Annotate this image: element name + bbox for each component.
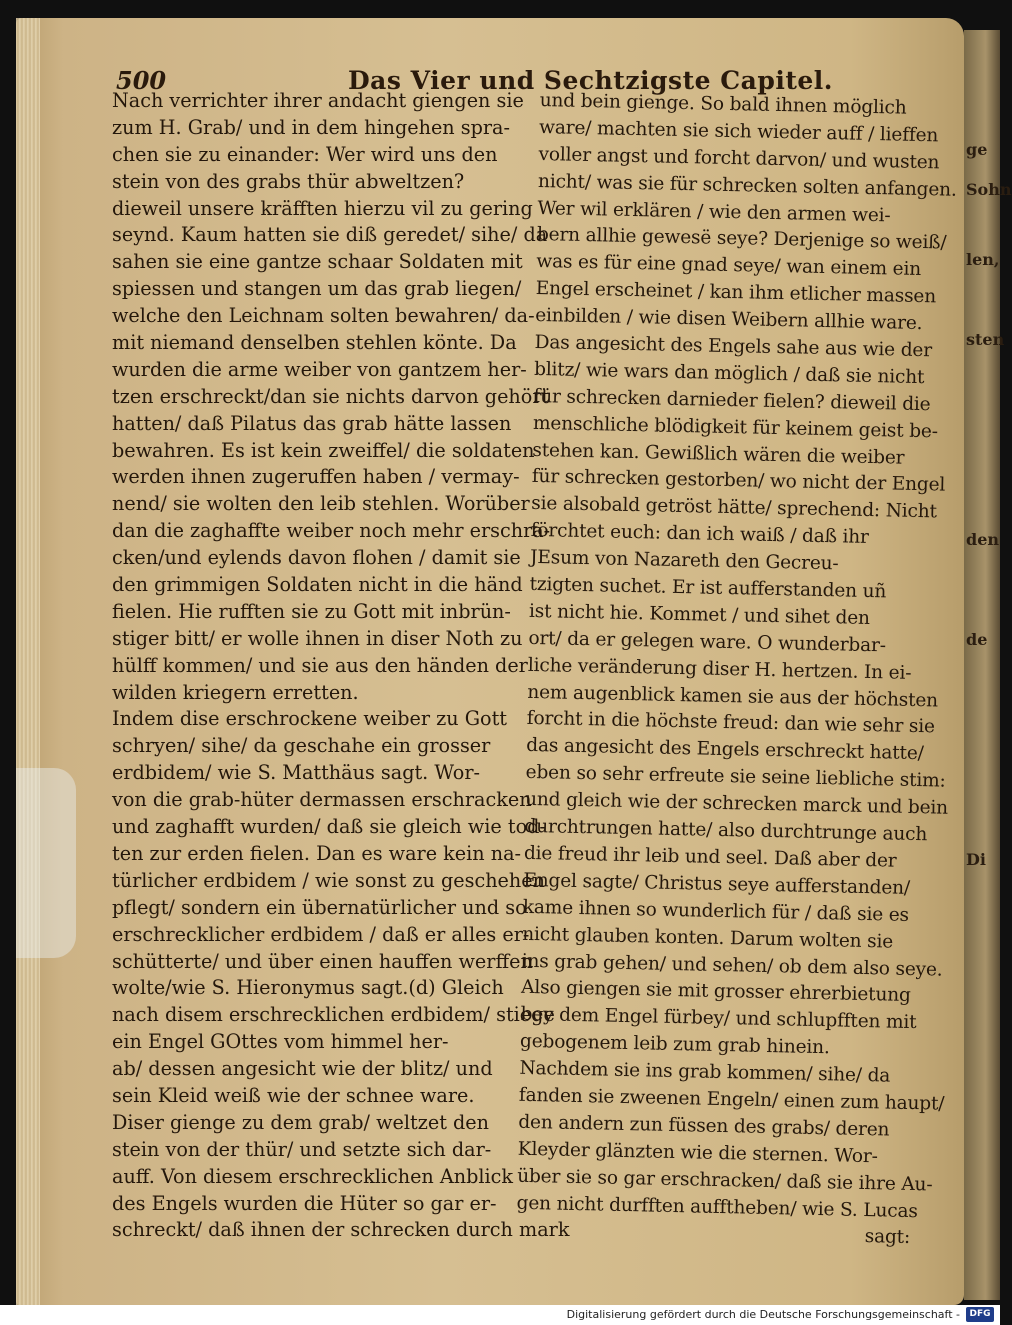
text-line: kame ihnen so wunderlich für / daß sie es [522, 896, 910, 926]
text-line: und bein gienge. So bald ihnen möglich [539, 89, 907, 119]
text-line: ins grab gehen/ und sehen/ ob dem also seye. [521, 950, 943, 981]
text-line: tzen erschreckt/dan sie nichts darvon gehört [112, 384, 550, 408]
chapter-title: Das Vier und Sechtzigste Capitel. [348, 66, 833, 95]
adjacent-page-fragment: Sohn [966, 180, 1012, 199]
text-line: ist nicht hie. Kommet / und sihet den [528, 600, 871, 629]
text-line: stiger bitt/ er wolle ihnen in diser Noth zu [112, 626, 523, 650]
text-line: nicht glauben konten. Darum wolten sie [522, 923, 894, 953]
adjacent-page-fragment: den [966, 530, 999, 549]
text-line: erschrecklicher erdbidem / daß er alles er- [112, 922, 530, 946]
dfg-logo: DFG [966, 1307, 994, 1322]
left-text-column [112, 88, 570, 1244]
text-line: stein von der thür/ und setzte sich dar- [112, 1137, 492, 1161]
bookmark-tab [16, 768, 76, 958]
text-line: sahen sie eine gantze schaar Soldaten mit [112, 250, 523, 274]
adjacent-page-fragment: ge [966, 140, 988, 159]
text-line: schütterte/ und über einen hauffen werffen [112, 949, 533, 973]
adjacent-page-fragment: len, [966, 250, 1000, 269]
text-line: gebogenem leib zum grab hinein. [519, 1030, 830, 1059]
text-line: dieweil unsere kräfften hierzu vil zu gering [112, 196, 533, 220]
text-line: bey dem Engel fürbey/ und schlupfften mit [520, 1004, 917, 1034]
text-line: dan die zaghaffte weiber noch mehr erschra- [112, 519, 551, 543]
text-line: nend/ sie wolten den leib stehlen. Worüber [112, 492, 530, 516]
text-line: Diser gienge zu dem grab/ weltzet den [112, 1110, 489, 1134]
text-line: für schrecken gestorben/ wo nicht der Engel [531, 466, 946, 497]
text-line: bewahren. Es ist kein zweiffel/ die soldaten [112, 438, 535, 462]
page-number: 500 [116, 66, 167, 95]
text-line: eben so sehr erfreute sie seine liebliche stim: [525, 762, 946, 792]
text-line: die freud ihr leib und seel. Daß aber der [523, 842, 897, 872]
text-line: voller angst und forcht darvon/ und wusten [538, 143, 940, 174]
text-line: auff. Von diesem erschrecklichen Anblick [112, 1164, 514, 1188]
text-line: liche veränderung diser H. hertzen. In ei- [527, 654, 912, 684]
text-line: gen nicht durfften aufftheben/ wie S. Lucas [516, 1192, 918, 1222]
text-line: cken/und eylends davon flohen / damit sie [112, 546, 521, 570]
text-line: das angesicht des Engels erschreckt hatte/ [526, 735, 924, 765]
text-line: wilden kriegern erretten. [112, 680, 359, 704]
text-line: hülff kommen/ und sie aus den händen der [112, 653, 528, 677]
adjacent-page-fragment: sten [966, 330, 1005, 349]
text-line: bern allhie gewesë seye? Derjenige so weiß/ [536, 224, 947, 254]
text-line: nicht/ was sie für schrecken solten anfangen. [537, 170, 957, 201]
text-line: welche den Leichnam solten bewahren/ da- [112, 304, 535, 328]
text-line: Nachdem sie ins grab kommen/ sihe/ da [519, 1057, 891, 1087]
text-line: von die grab-hüter dermassen erschracken [112, 788, 532, 812]
text-line: den grimmigen Soldaten nicht in die händ [112, 573, 523, 597]
text-line: Indem dise erschrockene weiber zu Gott [112, 707, 508, 731]
text-line: durchtrungen hatte/ also durchtrunge auch [524, 815, 928, 846]
text-line: und gleich wie der schrecken marck und bein [524, 789, 949, 819]
text-line: Engel erscheinet / kan ihm etlicher massen [535, 278, 937, 308]
text-line: ware/ machten sie sich wieder auff / lieffen [538, 116, 939, 147]
text-line: ort/ da er gelegen ware. O wunderbar- [528, 627, 886, 657]
right-text-column [516, 88, 957, 1252]
text-line: mit niemand denselben stehlen könte. Da [112, 331, 517, 355]
text-line: tzigten suchet. Er ist aufferstanden uñ [529, 573, 887, 603]
digitization-footer [0, 1305, 1000, 1325]
text-line: ab/ dessen angesicht wie der blitz/ und [112, 1057, 493, 1081]
adjacent-page-fragment: de [966, 630, 988, 649]
text-line: wurden die arme weiber von gantzem her- [112, 357, 527, 381]
text-line: seynd. Kaum hatten sie diß geredet/ sihe/ da [112, 223, 548, 247]
text-line: Engel sagte/ Christus seye aufferstanden/ [523, 869, 911, 899]
text-line: fanden sie zweenen Engeln/ einen zum haupt/ [518, 1084, 945, 1115]
text-line: fielen. Hie rufften sie zu Gott mit inbrün- [112, 599, 511, 623]
text-line: was es für eine gnad seye/ wan einem ein [536, 251, 922, 281]
footer-credit: Digitalisierung gefördert durch die Deutsche Forschungsgemeinschaft - [566, 1308, 960, 1321]
text-line: nem augenblick kamen sie aus der höchsten [527, 681, 939, 712]
text-line: über sie so gar erschracken/ daß sie ihre Au- [516, 1165, 933, 1196]
text-line: zum H. Grab/ und in dem hingehen spra- [112, 115, 510, 139]
text-line: einbilden / wie disen Weibern allhie ware. [535, 305, 923, 335]
adjacent-page-edge [964, 30, 1012, 1300]
text-line: schreckt/ daß ihnen der schrecken durch mark [112, 1218, 570, 1242]
text-line: Wer wil erklären / wie den armen wei- [537, 197, 891, 226]
text-line: schryen/ sihe/ da geschahe ein grosser [112, 734, 491, 758]
text-line: ein Engel GOttes vom himmel her- [112, 1030, 449, 1054]
text-line: erdbidem/ wie S. Matthäus sagt. Wor- [112, 761, 481, 785]
text-line: forcht in die höchste freud: dan wie sehr sie [526, 708, 936, 738]
text-line: wolte/wie S. Hieronymus sagt.(d) Gleich [112, 976, 504, 1000]
page-edge [16, 18, 40, 1305]
text-line: stein von des grabs thür abweltzen? [112, 169, 465, 193]
text-line: stehen kan. Gewißlich wären die weiber [532, 439, 905, 469]
text-line: werden ihnen zugeruffen haben / vermay- [112, 465, 520, 489]
adjacent-page-fragment: Di [966, 850, 986, 869]
text-line: hatten/ daß Pilatus das grab hätte lassen [112, 411, 512, 435]
text-line: JEsum von Nazareth den Gecreu- [529, 547, 839, 575]
text-line: sie alsobald getröst hätte/ sprechend: Nicht [531, 493, 937, 523]
text-line: des Engels wurden die Hüter so gar er- [112, 1191, 497, 1215]
text-line: und zaghafft wurden/ daß sie gleich wie tod- [112, 815, 546, 839]
text-line: sagt: [864, 1226, 911, 1249]
text-line: menschliche blödigkeit für keinem geist be- [532, 412, 939, 443]
text-line: chen sie zu einander: Wer wird uns den [112, 142, 498, 166]
text-line: Also giengen sie mit grosser ehrerbietung [520, 977, 911, 1007]
text-line: sein Kleid weiß wie der schnee ware. [112, 1083, 475, 1107]
text-line: den andern zun füssen des grabs/ deren [518, 1111, 890, 1141]
text-line: nach disem erschrecklichen erdbidem/ stiege [112, 1003, 555, 1027]
text-line: Das angesicht des Engels sahe aus wie der [534, 331, 933, 362]
text-line: förchtet euch: dan ich waiß / daß ihr [530, 520, 869, 549]
text-line: Nach verrichter ihrer andacht giengen sie [112, 89, 524, 112]
text-line: für schrecken darnieder fielen? dieweil die [533, 385, 931, 416]
text-line: türlicher erdbidem / wie sonst zu geschehen [112, 868, 545, 892]
text-line: blitz/ wie wars dan möglich / daß sie nicht [533, 358, 925, 389]
text-line: pflegt/ sondern ein übernatürlicher und so [112, 895, 527, 919]
text-line: ten zur erden fielen. Dan es ware kein na- [112, 841, 522, 865]
text-line: spiessen und stangen um das grab liegen/ [112, 277, 522, 301]
text-line: Kleyder glänzten wie die sternen. Wor- [517, 1138, 878, 1168]
